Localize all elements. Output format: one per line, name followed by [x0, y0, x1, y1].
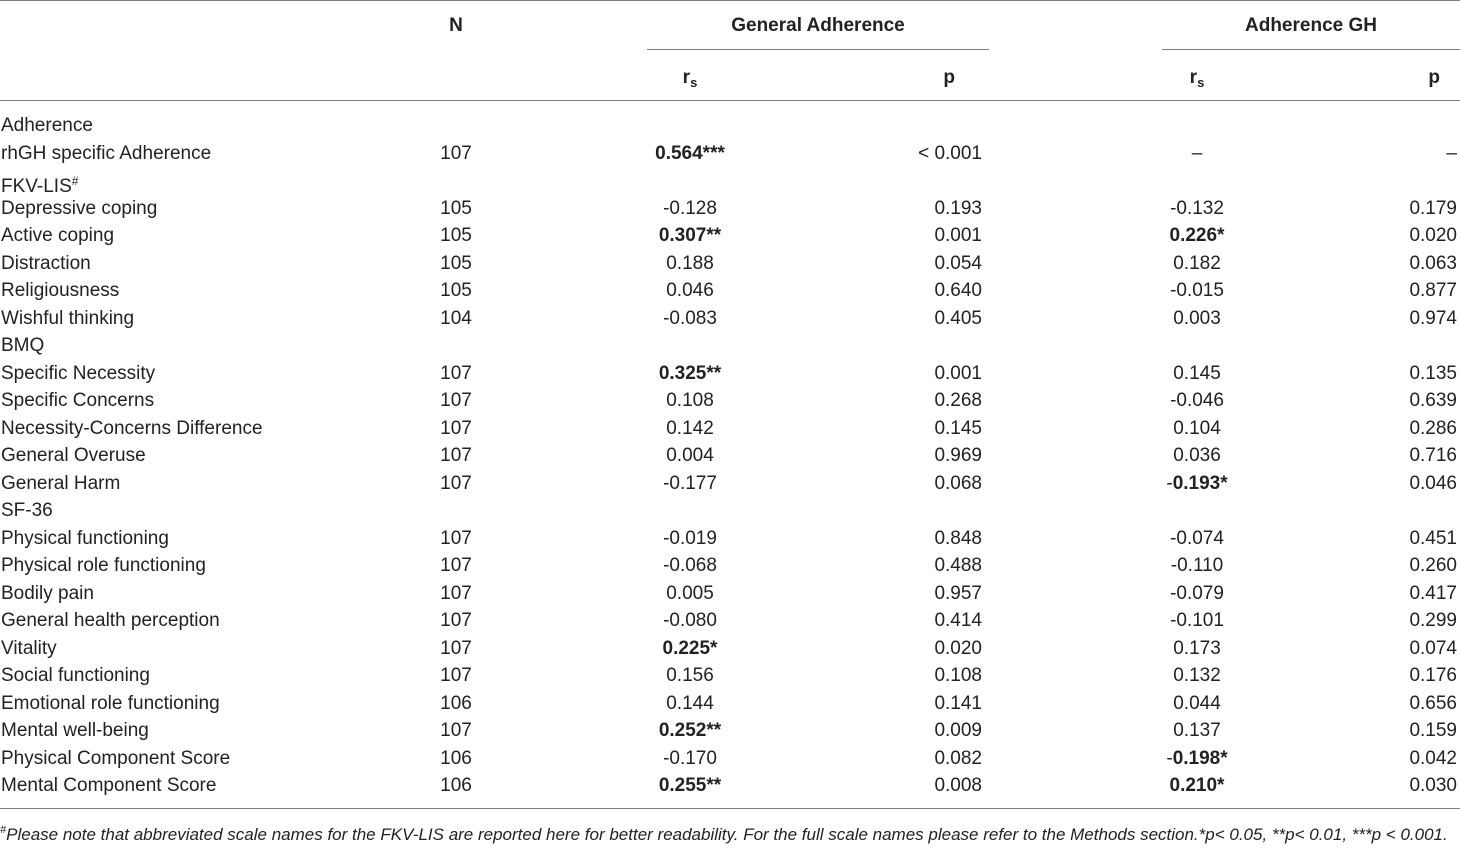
cell-p-gh: 0.286	[1409, 417, 1457, 439]
header-bottom-rule	[0, 100, 1460, 101]
rs-value: -0.170	[663, 747, 717, 769]
label-text: Social functioning	[1, 665, 150, 686]
cell-rs-general	[630, 390, 750, 412]
cell-rs-gh	[1137, 555, 1257, 577]
cell-n: 105	[440, 252, 472, 274]
rs-value: -0.079	[1170, 582, 1224, 604]
cell-rs-gh	[1137, 418, 1257, 440]
cell-p-gh: 0.135	[1409, 362, 1457, 384]
cell-p-gh: 0.042	[1409, 747, 1457, 769]
row-label	[1, 225, 401, 247]
cell-n: 106	[440, 775, 472, 796]
label-text: Distraction	[1, 252, 91, 274]
cell-rs-gh	[1137, 198, 1257, 220]
cell-n: 107	[440, 362, 472, 384]
rs-value: 0.188	[666, 252, 714, 274]
label-superscript: #	[71, 174, 79, 188]
cell-p-general: 0.640	[934, 280, 982, 301]
rs-value: -0.101	[1170, 610, 1224, 631]
row-label	[1, 253, 401, 275]
label-text: SF-36	[1, 500, 53, 521]
header-p-general: p	[943, 67, 955, 88]
cell-n: 105	[440, 280, 472, 301]
footnote-text: Please note that abbreviated scale names for the FKV-LIS are reported here for better readability. For the full scale names please refer to the Methods section.*p< 0.05, **p< 0.01, ***p < 0.001.	[6, 825, 1448, 844]
row-label	[1, 280, 401, 302]
cell-n: 107	[440, 445, 472, 466]
cell-p-gh: 0.063	[1409, 252, 1457, 274]
rs-value: 0.132	[1173, 665, 1221, 686]
table-top-rule	[0, 0, 1460, 1]
rs-value: 0.044	[1173, 692, 1221, 714]
cell-rs-gh	[1137, 253, 1257, 275]
cell-rs-general	[630, 473, 750, 495]
rs-value: 0.144	[666, 692, 714, 714]
cell-p-general: 0.268	[934, 390, 982, 411]
rs-value: 0.036	[1173, 445, 1221, 466]
row-label	[1, 748, 401, 770]
cell-n: 107	[440, 527, 472, 549]
label-text: Specific Necessity	[1, 362, 156, 384]
cell-rs-gh	[1137, 638, 1257, 660]
section-heading	[1, 170, 401, 198]
rs-value: 0.307**	[658, 225, 722, 246]
rs-value: 0.137	[1173, 720, 1221, 741]
cell-rs-general	[630, 720, 750, 742]
cell-p-gh: 0.639	[1409, 390, 1457, 411]
label-text: Physical Component Score	[1, 747, 231, 769]
cell-p-gh: 0.260	[1409, 555, 1457, 576]
rs-value: 0.145	[1173, 362, 1221, 384]
label-text: Religiousness	[1, 280, 120, 301]
label-text: General health perception	[1, 610, 220, 631]
cell-p-general: 0.008	[934, 775, 982, 796]
cell-n: 107	[440, 555, 472, 576]
cell-p-general: 0.001	[934, 225, 982, 246]
rs-value: 0.004	[666, 445, 714, 466]
cell-p-general: < 0.001	[918, 142, 982, 164]
cell-p-general: 0.414	[934, 610, 982, 631]
cell-p-gh: 0.030	[1409, 775, 1457, 796]
row-label	[1, 198, 401, 220]
cell-rs-general	[630, 748, 750, 770]
cell-n: 107	[440, 390, 472, 411]
label-text: Mental Component Score	[1, 775, 217, 796]
cell-n: 106	[440, 747, 472, 769]
rs-value: 0.198*	[1172, 747, 1228, 769]
cell-rs-general	[630, 363, 750, 385]
section-heading	[1, 500, 401, 522]
cell-p-general: 0.488	[934, 555, 982, 576]
label-text: Bodily pain	[1, 582, 94, 604]
cell-p-gh: 0.974	[1409, 307, 1457, 329]
cell-p-gh: 0.176	[1409, 665, 1457, 686]
header-general-adherence: General Adherence	[731, 15, 905, 36]
row-label	[1, 418, 401, 440]
cell-p-general: 0.020	[934, 637, 982, 659]
cell-p-gh: 0.074	[1409, 637, 1457, 659]
rs-value: 0.005	[666, 582, 714, 604]
cell-p-gh: –	[1446, 142, 1457, 164]
cell-n: 107	[440, 417, 472, 439]
cell-rs-general	[630, 445, 750, 467]
row-label	[1, 775, 401, 797]
cell-p-gh: 0.020	[1409, 225, 1457, 246]
header-adherence-gh: Adherence GH	[1245, 15, 1377, 36]
table-footnote	[0, 818, 1460, 847]
header-rs-general	[650, 67, 730, 94]
rs-value: 0.104	[1173, 417, 1221, 439]
cell-rs-gh	[1137, 363, 1257, 385]
rs-value: 0.255**	[658, 775, 722, 796]
cell-p-general: 0.082	[934, 747, 982, 769]
rs-value: –	[1191, 142, 1203, 164]
cell-p-general: 0.957	[934, 582, 982, 604]
row-label	[1, 665, 401, 687]
cell-rs-gh	[1137, 390, 1257, 412]
cell-p-general: 0.405	[934, 307, 982, 329]
section-heading	[1, 115, 401, 137]
row-label	[1, 308, 401, 330]
label-text: BMQ	[1, 335, 45, 356]
cell-p-general: 0.009	[934, 720, 982, 741]
cell-rs-gh	[1137, 308, 1257, 330]
rs-subscript: s	[690, 75, 698, 90]
row-label	[1, 555, 401, 577]
cell-rs-gh	[1137, 693, 1257, 715]
rs-value: 0.182	[1173, 252, 1221, 274]
rs-value: 0.193*	[1172, 472, 1228, 494]
cell-p-general: 0.141	[934, 692, 982, 714]
rs-value: -0.080	[663, 610, 717, 631]
adherence-gh-underline	[1162, 49, 1460, 50]
cell-p-gh: 0.179	[1409, 197, 1457, 219]
label-text: Specific Concerns	[1, 390, 155, 411]
cell-n: 105	[440, 225, 472, 246]
cell-p-general: 0.054	[934, 252, 982, 274]
cell-n: 107	[440, 472, 472, 494]
rs-value: 0.003	[1173, 307, 1221, 329]
cell-rs-gh	[1137, 665, 1257, 687]
cell-rs-gh	[1137, 720, 1257, 742]
cell-p-general: 0.969	[934, 445, 982, 466]
cell-rs-general	[630, 665, 750, 687]
cell-rs-general	[630, 775, 750, 797]
cell-rs-gh	[1137, 610, 1257, 632]
rs-base: r	[682, 67, 691, 88]
label-text: Wishful thinking	[1, 307, 135, 329]
row-label	[1, 390, 401, 412]
cell-rs-gh	[1137, 583, 1257, 605]
rs-value: 0.225*	[662, 637, 718, 659]
cell-p-gh: 0.159	[1409, 720, 1457, 741]
rs-value: 0.108	[666, 390, 714, 411]
rs-value: -0.128	[663, 197, 717, 219]
cell-p-gh: 0.299	[1409, 610, 1457, 631]
cell-n: 107	[440, 665, 472, 686]
rs-value: -0.068	[663, 555, 717, 576]
label-text: rhGH specific Adherence	[1, 142, 212, 164]
cell-rs-general	[630, 198, 750, 220]
cell-n: 107	[440, 720, 472, 741]
label-text: Necessity-Concerns Difference	[1, 417, 263, 439]
rs-value: -0.132	[1170, 197, 1224, 219]
rs-value: 0.142	[666, 417, 714, 439]
label-text: FKV-LIS	[1, 176, 72, 197]
row-label	[1, 638, 401, 660]
label-text: General Overuse	[1, 445, 146, 466]
general-adherence-underline	[647, 49, 989, 50]
cell-n: 104	[440, 307, 472, 329]
row-label	[1, 583, 401, 605]
cell-p-general: 0.001	[934, 362, 982, 384]
cell-rs-general	[630, 555, 750, 577]
label-text: General Harm	[1, 472, 121, 494]
cell-p-gh: 0.417	[1409, 582, 1457, 604]
cell-p-gh: 0.716	[1409, 445, 1457, 466]
cell-rs-gh	[1137, 445, 1257, 467]
cell-p-gh: 0.451	[1409, 527, 1457, 549]
cell-p-gh: 0.046	[1409, 472, 1457, 494]
cell-rs-general	[630, 528, 750, 550]
row-label	[1, 363, 401, 385]
row-label	[1, 610, 401, 632]
table-bottom-rule	[0, 808, 1460, 809]
section-heading	[1, 335, 401, 357]
cell-rs-general	[630, 143, 750, 165]
row-label	[1, 720, 401, 742]
cell-rs-gh	[1137, 473, 1257, 495]
row-label	[1, 143, 401, 165]
row-label	[1, 528, 401, 550]
label-text: Depressive coping	[1, 197, 158, 219]
cell-n: 107	[440, 610, 472, 631]
rs-value: 0.046	[666, 280, 714, 301]
rs-value: -0.177	[663, 472, 717, 494]
rs-value: -0.046	[1170, 390, 1224, 411]
rs-value: 0.156	[666, 665, 714, 686]
row-label	[1, 473, 401, 495]
rs-value: -0.083	[663, 307, 717, 329]
rs-base: r	[1189, 67, 1198, 88]
cell-n: 106	[440, 692, 472, 714]
rs-sign: -	[1166, 747, 1173, 769]
cell-rs-gh	[1137, 748, 1257, 770]
label-text: Active coping	[1, 225, 115, 246]
cell-rs-general	[630, 253, 750, 275]
cell-p-general: 0.193	[934, 197, 982, 219]
rs-sign: -	[1166, 472, 1173, 494]
cell-p-general: 0.068	[934, 472, 982, 494]
cell-rs-gh	[1137, 143, 1257, 165]
label-text: Vitality	[1, 637, 57, 659]
rs-value: -0.110	[1170, 555, 1224, 576]
cell-rs-general	[630, 308, 750, 330]
cell-p-general: 0.145	[934, 417, 982, 439]
cell-rs-gh	[1137, 775, 1257, 797]
label-text: Mental well-being	[1, 720, 149, 741]
cell-rs-general	[630, 583, 750, 605]
header-rs-gh	[1157, 67, 1237, 94]
cell-p-gh: 0.877	[1409, 280, 1457, 301]
rs-value: 0.252**	[658, 720, 722, 741]
rs-value: 0.210*	[1169, 775, 1225, 796]
row-label	[1, 693, 401, 715]
cell-rs-general	[630, 638, 750, 660]
rs-value: 0.325**	[658, 362, 722, 384]
cell-p-general: 0.108	[934, 665, 982, 686]
cell-p-general: 0.848	[934, 527, 982, 549]
cell-n: 107	[440, 582, 472, 604]
cell-rs-general	[630, 693, 750, 715]
cell-n: 107	[440, 637, 472, 659]
cell-rs-gh	[1137, 225, 1257, 247]
header-n: N	[449, 15, 463, 36]
footnote-marker: #	[0, 824, 7, 836]
label-text: Adherence	[1, 115, 93, 136]
header-p-gh: p	[1428, 67, 1440, 88]
cell-n: 107	[440, 142, 472, 164]
rs-value: -0.074	[1170, 527, 1224, 549]
label-text: Physical role functioning	[1, 555, 206, 576]
rs-value: -0.019	[663, 527, 717, 549]
cell-rs-general	[630, 418, 750, 440]
cell-rs-gh	[1137, 280, 1257, 302]
row-label	[1, 445, 401, 467]
rs-value: 0.173	[1173, 637, 1221, 659]
rs-subscript: s	[1197, 75, 1205, 90]
cell-rs-general	[630, 610, 750, 632]
label-text: Physical functioning	[1, 527, 169, 549]
cell-p-gh: 0.656	[1409, 692, 1457, 714]
cell-n: 105	[440, 197, 472, 219]
rs-value: 0.226*	[1169, 225, 1225, 246]
cell-rs-gh	[1137, 528, 1257, 550]
cell-rs-general	[630, 280, 750, 302]
rs-value: -0.015	[1170, 280, 1224, 301]
rs-value: 0.564***	[655, 142, 725, 164]
cell-rs-general	[630, 225, 750, 247]
label-text: Emotional role functioning	[1, 692, 220, 714]
